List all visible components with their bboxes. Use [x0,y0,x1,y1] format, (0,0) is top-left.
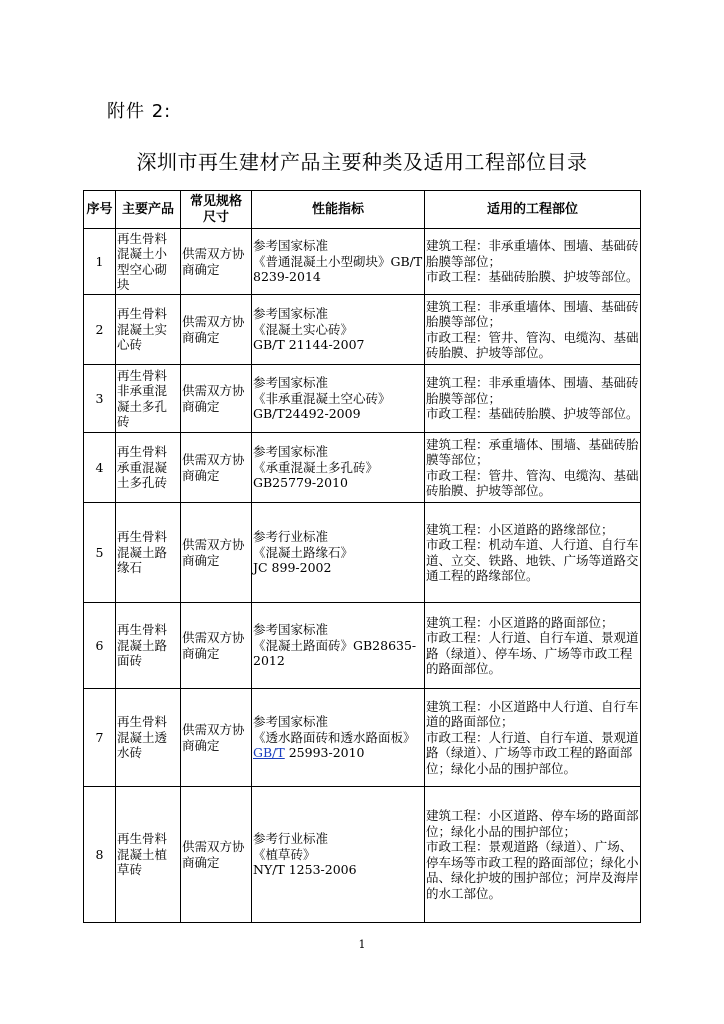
table-row [84,689,641,787]
application-parts-cell: 建筑工程：非承重墙体、围墙、基础砖胎膜等部位； 市政工程：基础砖胎膜、护坡等部位。 [425,365,641,433]
table-header-row [84,191,641,229]
application-parts-cell: 建筑工程：承重墙体、围墙、基础砖胎膜等部位； 市政工程：管井、管沟、电缆沟、基础砖胎膜、护坡等部位。 [425,433,641,503]
standard-reference: 《普通混凝土小型砌块》GB/T 8239-2014 [253,253,423,285]
spec-cell: 供需双方协商确定 [181,365,252,433]
row-number-cell: 5 [84,503,116,603]
performance-standard-cell [252,787,425,923]
spec-cell: 供需双方协商确定 [181,503,252,603]
product-name-cell: 再生骨料混凝土路面砖 [116,603,181,689]
column-header-product: 主要产品 [116,191,181,229]
table-row [84,433,641,503]
row-number-cell: 8 [84,787,116,923]
row-number-cell: 6 [84,603,116,689]
document-title: 深圳市再生建材产品主要种类及适用工程部位目录 [136,150,588,174]
table-body [84,229,641,923]
standard-code-link[interactable]: GB/T [253,745,285,761]
standard-reference: 《混凝土实心砖》 GB/T 21144-2007 [253,321,365,353]
product-name-cell: 再生骨料非承重混凝土多孔砖 [116,365,181,433]
spec-cell: 供需双方协商确定 [181,295,252,365]
performance-standard-cell [252,689,425,787]
standard-type: 参考国家标准 [253,306,329,322]
performance-standard-cell [252,295,425,365]
application-parts-cell: 建筑工程：非承重墙体、围墙、基础砖胎膜等部位； 市政工程：基础砖胎膜、护坡等部位。 [425,229,641,295]
spec-cell: 供需双方协商确定 [181,689,252,787]
row-number-cell: 2 [84,295,116,365]
application-parts-cell: 建筑工程：小区道路中人行道、自行车道的路面部位； 市政工程：人行道、自行车道、景观道路（绿道）、广场等市政工程的路面部位；绿化小品的围护部位。 [425,689,641,787]
spec-cell: 供需双方协商确定 [181,787,252,923]
standard-code-number: 25993-2010 [284,745,365,761]
performance-standard-cell [252,229,425,295]
spec-cell: 供需双方协商确定 [181,603,252,689]
product-name-cell: 再生骨料混凝土小型空心砌块 [116,229,181,295]
column-header-performance: 性能指标 [252,191,425,229]
column-header-spec [181,191,252,229]
performance-standard-cell [252,433,425,503]
standard-type: 参考国家标准 [253,238,329,254]
performance-standard-cell [252,365,425,433]
row-number-cell: 3 [84,365,116,433]
attachment-label: 附件 2: [107,101,172,122]
row-number-cell: 4 [84,433,116,503]
standard-type: 参考国家标准 [253,444,329,460]
table-row [84,603,641,689]
standard-type: 参考国家标准 [253,622,329,638]
product-name-cell: 再生骨料承重混凝土多孔砖 [116,433,181,503]
catalog-table [83,190,641,923]
standard-type: 参考行业标准 [253,831,329,847]
standard-reference: 《透水路面砖和透水路面板》 [253,729,416,745]
row-number-cell: 1 [84,229,116,295]
application-parts-cell: 建筑工程：小区道路、停车场的路面部位；绿化小品的围护部位； 市政工程：景观道路（绿道）、广场、停车场等市政工程的路面部位；绿化小品、绿化护坡的围护部位；河岸及海岸的水工部位。 [425,787,641,923]
standard-reference: 《混凝土路面砖》GB28635-2012 [253,637,417,669]
product-name-cell: 再生骨料混凝土实心砖 [116,295,181,365]
spec-cell: 供需双方协商确定 [181,229,252,295]
product-name-cell: 再生骨料混凝土植草砖 [116,787,181,923]
table-row [84,787,641,923]
table-row [84,365,641,433]
standard-reference: 《承重混凝土多孔砖》GB25779-2010 [253,459,379,491]
row-number-cell: 7 [84,689,116,787]
application-parts-cell: 建筑工程：小区道路的路面部位； 市政工程：人行道、自行车道、景观道路（绿道）、停车场、广场等市政工程的路面部位。 [425,603,641,689]
table-row [84,503,641,603]
standard-type: 参考国家标准 [253,714,329,730]
standard-type: 参考行业标准 [253,529,329,545]
column-header-spec-label: 常见规格尺寸 [189,193,242,225]
table-row [84,229,641,295]
spec-cell: 供需双方协商确定 [181,433,252,503]
column-header-number: 序号 [84,191,116,229]
standard-reference: 《非承重混凝土空心砖》 GB/T24492-2009 [253,390,391,422]
page-number: 1 [358,938,366,951]
application-parts-cell: 建筑工程：非承重墙体、围墙、基础砖胎膜等部位； 市政工程：管井、管沟、电缆沟、基础砖胎膜、护坡等部位。 [425,295,641,365]
product-name-cell: 再生骨料混凝土透水砖 [116,689,181,787]
product-name-cell: 再生骨料混凝土路缘石 [116,503,181,603]
standard-reference: 《植草砖》 NY/T 1253-2006 [253,846,357,878]
column-header-application: 适用的工程部位 [425,191,641,229]
table-row [84,295,641,365]
standard-reference: 《混凝土路缘石》 JC 899-2002 [253,544,354,576]
standard-type: 参考国家标准 [253,375,329,391]
application-parts-cell: 建筑工程：小区道路的路缘部位； 市政工程：机动车道、人行道、自行车道、立交、铁路、地铁、广场等道路交通工程的路缘部位。 [425,503,641,603]
performance-standard-cell [252,603,425,689]
performance-standard-cell [252,503,425,603]
